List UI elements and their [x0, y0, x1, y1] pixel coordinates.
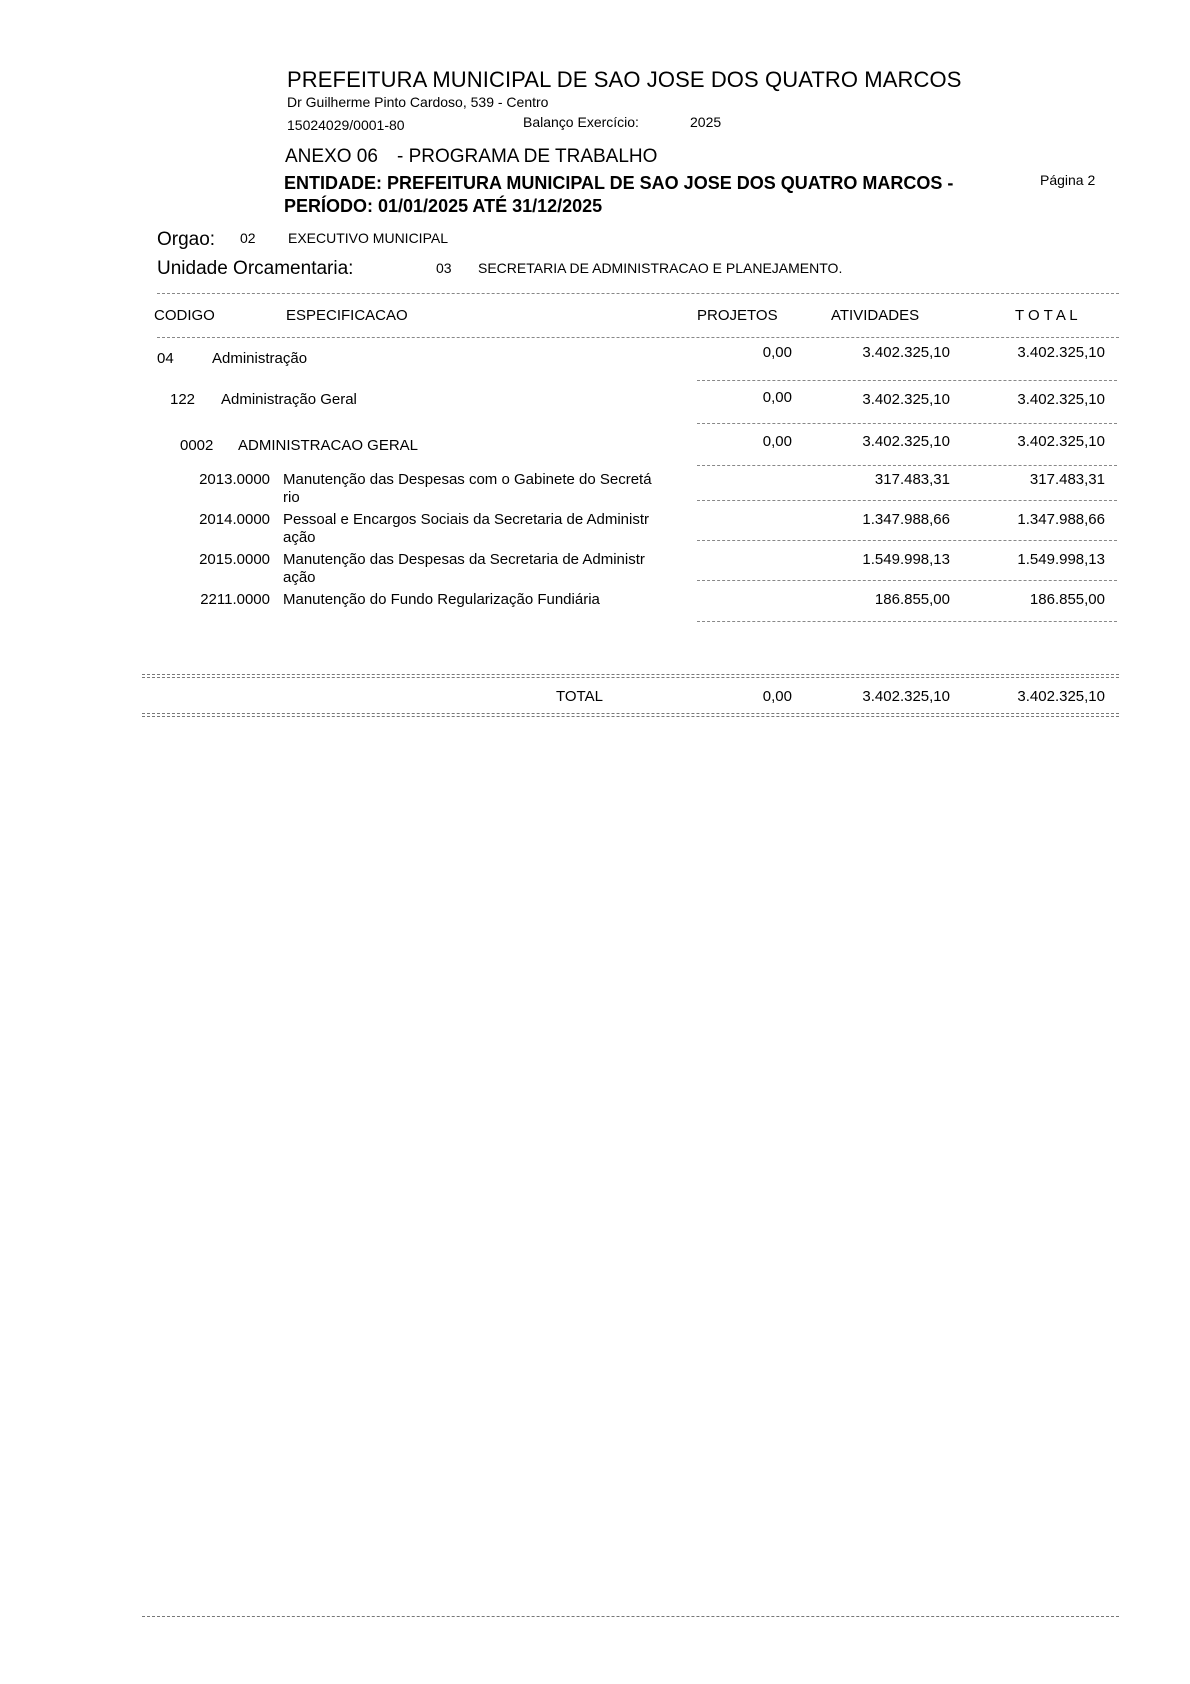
row-desc: Administração — [212, 350, 308, 367]
col-codigo: CODIGO — [154, 307, 215, 324]
item-desc: Manutenção das Despesas com o Gabinete do Secretá — [283, 471, 652, 488]
annex-number: ANEXO 06 — [285, 146, 378, 167]
row-desc: ADMINISTRACAO GERAL — [238, 437, 419, 454]
orgao-label: Orgao: — [157, 229, 216, 250]
col-atividades: ATIVIDADES — [831, 307, 920, 324]
item-desc-cont: ação — [283, 569, 316, 586]
orgao-code: 02 — [240, 230, 256, 246]
row-projetos: 0,00 — [762, 433, 792, 450]
divider — [697, 380, 1117, 381]
exercise-label: Balanço Exercício: — [523, 114, 639, 130]
item-desc: Manutenção das Despesas da Secretaria de Administr — [283, 551, 645, 568]
item-total: 1.549.998,13 — [1017, 551, 1105, 568]
total-projetos: 0,00 — [762, 688, 792, 705]
total-total: 3.402.325,10 — [1017, 688, 1105, 705]
footer-divider — [142, 1616, 1119, 1617]
item-atividades: 1.549.998,13 — [862, 551, 950, 568]
divider — [142, 713, 1119, 714]
divider — [142, 677, 1119, 678]
exercise-year: 2025 — [690, 114, 722, 130]
row-projetos: 0,00 — [762, 344, 792, 361]
item-atividades: 317.483,31 — [874, 471, 950, 488]
row-atividades: 3.402.325,10 — [862, 391, 950, 408]
row-atividades: 3.402.325,10 — [862, 344, 950, 361]
row-total: 3.402.325,10 — [1017, 391, 1105, 408]
item-code: 2014.0000 — [199, 511, 270, 528]
entity: ENTIDADE: PREFEITURA MUNICIPAL DE SAO JOSE DOS QUATRO MARCOS - — [284, 173, 954, 193]
period: PERÍODO: 01/01/2025 ATÉ 31/12/2025 — [284, 196, 603, 216]
item-total: 317.483,31 — [1029, 471, 1105, 488]
page-number: Página 2 — [1040, 172, 1096, 188]
unidade-code: 03 — [436, 260, 452, 276]
row-code: 122 — [170, 391, 196, 408]
item-total: 186.855,00 — [1029, 591, 1105, 608]
total-label: TOTAL — [556, 688, 603, 705]
divider — [157, 337, 1119, 338]
col-projetos: PROJETOS — [697, 307, 778, 324]
divider — [697, 423, 1117, 424]
item-code: 2013.0000 — [199, 471, 270, 488]
row-desc: Administração Geral — [221, 391, 357, 408]
item-desc: Pessoal e Encargos Sociais da Secretaria de Administr — [283, 511, 650, 528]
item-atividades: 186.855,00 — [874, 591, 950, 608]
address: Dr Guilherme Pinto Cardoso, 539 - Centro — [287, 94, 549, 110]
divider — [697, 621, 1117, 622]
item-desc: Manutenção do Fundo Regularização Fundiária — [283, 591, 600, 608]
page-title: PREFEITURA MUNICIPAL DE SAO JOSE DOS QUATRO MARCOS — [287, 67, 962, 92]
row-atividades: 3.402.325,10 — [862, 433, 950, 450]
total-atividades: 3.402.325,10 — [862, 688, 950, 705]
row-projetos: 0,00 — [762, 389, 792, 406]
divider — [157, 293, 1119, 294]
orgao-name: EXECUTIVO MUNICIPAL — [288, 230, 448, 246]
col-total: T O T A L — [1015, 307, 1078, 324]
item-total: 1.347.988,66 — [1017, 511, 1105, 528]
unidade-name: SECRETARIA DE ADMINISTRACAO E PLANEJAMENTO. — [478, 260, 843, 276]
unidade-label: Unidade Orcamentaria: — [157, 258, 354, 279]
cnpj: 15024029/0001-80 — [287, 117, 405, 133]
item-atividades: 1.347.988,66 — [862, 511, 950, 528]
divider — [697, 540, 1117, 541]
item-code: 2015.0000 — [199, 551, 270, 568]
item-desc-cont: rio — [283, 489, 300, 506]
row-code: 04 — [157, 350, 174, 367]
row-total: 3.402.325,10 — [1017, 344, 1105, 361]
divider — [142, 716, 1119, 717]
annex-title: - PROGRAMA DE TRABALHO — [397, 146, 658, 167]
divider — [142, 674, 1119, 675]
col-especificacao: ESPECIFICACAO — [286, 307, 408, 324]
row-total: 3.402.325,10 — [1017, 433, 1105, 450]
divider — [697, 465, 1117, 466]
row-code: 0002 — [180, 437, 214, 454]
item-code: 2211.0000 — [200, 591, 270, 608]
divider — [697, 500, 1117, 501]
item-desc-cont: ação — [283, 529, 316, 546]
divider — [697, 580, 1117, 581]
